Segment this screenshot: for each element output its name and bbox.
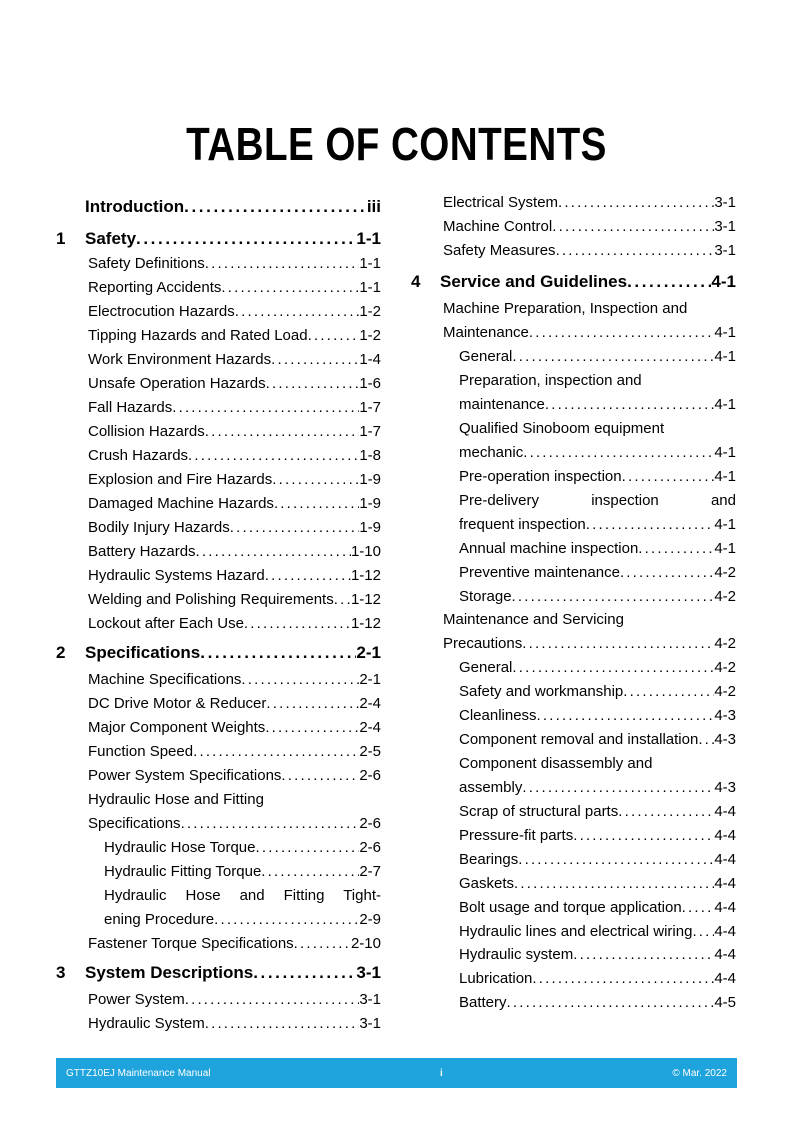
toc-dot-leader xyxy=(512,586,715,608)
footer-manual-title: GTTZ10EJ Maintenance Manual xyxy=(66,1067,211,1079)
toc-page-number: 4-3 xyxy=(714,707,736,724)
toc-entry-text: Hydraulic Hose and Fitting xyxy=(88,791,264,808)
toc-dot-leader xyxy=(235,301,360,323)
toc-entry-text: Power System Specifications xyxy=(88,767,282,784)
toc-page-number: 1-12 xyxy=(350,567,381,584)
toc-dot-leader xyxy=(518,849,714,871)
toc-dot-leader xyxy=(586,514,715,536)
toc-page-number: iii xyxy=(366,197,381,216)
footer-date: © Mar. 2022 xyxy=(672,1067,727,1079)
toc-entry-text: Unsafe Operation Hazards xyxy=(88,375,266,392)
toc-page-number: 2-4 xyxy=(359,695,381,712)
toc-page-number: 3-1 xyxy=(714,218,736,235)
toc-entry-text: Safety and workmanship xyxy=(459,683,624,700)
toc-entry-text: Hydraulic lines and electrical wiring xyxy=(459,923,693,940)
toc-entry[interactable] xyxy=(411,681,736,703)
toc-page-number: 1-4 xyxy=(359,351,381,368)
toc-entry[interactable] xyxy=(411,944,736,966)
toc-entry-text: Major Component Weights xyxy=(88,719,266,736)
toc-entry[interactable] xyxy=(56,693,381,715)
toc-page-number: 4-4 xyxy=(714,851,736,868)
toc-entry[interactable] xyxy=(411,992,736,1014)
toc-entry-text: Pre-delivery inspection and xyxy=(459,492,736,509)
toc-entry-text: Reporting Accidents xyxy=(88,279,222,296)
toc-entry[interactable] xyxy=(56,669,381,691)
toc-entry[interactable] xyxy=(411,418,736,440)
toc-dot-leader xyxy=(522,633,714,655)
toc-entry[interactable] xyxy=(411,298,736,320)
toc-page-number: 3-1 xyxy=(714,242,736,259)
toc-page-number: 1-1 xyxy=(359,255,381,272)
toc-entry-text: Collision Hazards xyxy=(88,423,205,440)
toc-dot-leader xyxy=(682,897,715,919)
toc-entry-text: Hydraulic Hose Torque xyxy=(104,839,256,856)
toc-dot-leader xyxy=(512,346,714,368)
toc-entry[interactable] xyxy=(56,933,381,955)
toc-entry[interactable] xyxy=(411,753,736,775)
toc-entry-text: mechanic xyxy=(459,444,524,461)
toc-entry[interactable] xyxy=(56,469,381,491)
toc-entry-text: DC Drive Motor & Reducer xyxy=(88,695,267,712)
toc-entry-text: maintenance xyxy=(459,396,545,413)
toc-page-number: 4-4 xyxy=(714,827,736,844)
toc-page-number: 4-1 xyxy=(714,348,736,365)
toc-dot-leader xyxy=(514,873,714,895)
toc-entry[interactable] xyxy=(411,705,736,727)
toc-entry-text: Preparation, inspection and xyxy=(459,372,642,389)
toc-page-number: 1-9 xyxy=(359,519,381,536)
toc-entry[interactable] xyxy=(411,442,736,464)
toc-entry[interactable] xyxy=(56,989,381,1011)
toc-entry[interactable] xyxy=(56,493,381,515)
toc-entry-text: Maintenance xyxy=(443,324,529,341)
toc-entry[interactable] xyxy=(411,322,736,344)
toc-dot-leader xyxy=(181,813,360,835)
toc-page-number: 3-1 xyxy=(714,194,736,211)
toc-entry[interactable] xyxy=(56,1013,381,1035)
toc-entry[interactable] xyxy=(411,633,736,655)
toc-page-number: 4-2 xyxy=(714,588,736,605)
toc-dot-leader xyxy=(573,944,714,966)
toc-entry[interactable] xyxy=(411,466,736,488)
toc-entry-text: Safety Measures xyxy=(443,242,556,259)
toc-entry-text: Bodily Injury Hazards xyxy=(88,519,230,536)
toc-entry[interactable] xyxy=(56,741,381,763)
toc-page-number: 2-4 xyxy=(359,719,381,736)
toc-page-number: 4-2 xyxy=(714,659,736,676)
toc-entry-text: Fastener Torque Specifications xyxy=(88,935,294,952)
toc-page-number: 4-1 xyxy=(714,444,736,461)
toc-entry[interactable] xyxy=(56,541,381,563)
toc-chapter-number: 1 xyxy=(56,229,66,248)
toc-page-number: 4-5 xyxy=(714,994,736,1011)
toc-dot-leader xyxy=(205,253,360,275)
toc-dot-leader xyxy=(638,538,714,560)
toc-entry-text: Pressure-fit parts xyxy=(459,827,574,844)
toc-dot-leader xyxy=(532,968,714,990)
toc-entry[interactable] xyxy=(56,253,381,275)
toc-entry-text: Component removal and installation xyxy=(459,731,699,748)
toc-entry-text: Hydraulic Systems Hazard xyxy=(88,567,265,584)
toc-entry[interactable] xyxy=(56,445,381,467)
toc-chapter-number: 3 xyxy=(56,963,66,982)
toc-page-number: 4-2 xyxy=(714,635,736,652)
toc-entry[interactable] xyxy=(56,613,381,635)
toc-chapter-entry[interactable] xyxy=(56,226,381,252)
toc-page-number: 4-3 xyxy=(714,731,736,748)
footer-page-number: i xyxy=(440,1067,443,1079)
toc-entry-text: Annual machine inspection xyxy=(459,540,639,557)
toc-entry-text: Power System xyxy=(88,991,185,1008)
toc-entry-text: Tipping Hazards and Rated Load xyxy=(88,327,308,344)
toc-entry[interactable] xyxy=(411,825,736,847)
toc-dot-leader xyxy=(529,322,714,344)
toc-page-number: 2-9 xyxy=(359,911,381,928)
toc-page-number: 2-1 xyxy=(356,643,381,662)
toc-page-number: 1-10 xyxy=(350,543,381,560)
toc-dot-leader xyxy=(272,469,359,491)
toc-entry-text: Hydraulic system xyxy=(459,946,574,963)
toc-page-number: 1-9 xyxy=(359,471,381,488)
toc-page-number: 1-1 xyxy=(359,279,381,296)
toc-dot-leader xyxy=(622,466,715,488)
toc-page-number: 1-2 xyxy=(359,327,381,344)
toc-dot-leader xyxy=(136,226,356,252)
toc-page-number: 1-12 xyxy=(350,591,381,608)
toc-entry[interactable] xyxy=(411,490,736,512)
toc-dot-leader xyxy=(537,705,715,727)
toc-dot-leader xyxy=(558,192,714,214)
toc-entry-text: Hydraulic Hose and Fitting Tight- xyxy=(104,887,381,904)
toc-entry[interactable] xyxy=(411,921,736,943)
toc-page-number: 1-1 xyxy=(356,229,381,248)
toc-entry-text: Work Environment Hazards xyxy=(88,351,272,368)
toc-page-number: 4-4 xyxy=(714,946,736,963)
toc-entry[interactable] xyxy=(411,562,736,584)
toc-dot-leader xyxy=(334,589,351,611)
toc-entry-text: Lockout after Each Use xyxy=(88,615,244,632)
toc-page-number: 4-1 xyxy=(714,516,736,533)
toc-entry-text: ening Procedure xyxy=(104,911,215,928)
toc-dot-leader xyxy=(230,517,360,539)
toc-dot-leader xyxy=(266,693,359,715)
toc-entry[interactable] xyxy=(56,349,381,371)
toc-entry-text: Storage xyxy=(459,588,512,605)
toc-page-number: 2-6 xyxy=(359,767,381,784)
toc-dot-leader xyxy=(244,613,351,635)
toc-page-number: 1-8 xyxy=(359,447,381,464)
toc-entry-text: General xyxy=(459,659,513,676)
toc-page-number: 4-2 xyxy=(714,683,736,700)
toc-dot-leader xyxy=(205,421,360,443)
toc-entry-text: System Descriptions xyxy=(85,963,254,982)
toc-entry-text: Crush Hazards xyxy=(88,447,189,464)
toc-entry-text: Scrap of structural parts xyxy=(459,803,619,820)
toc-entry[interactable] xyxy=(411,801,736,823)
toc-dot-leader xyxy=(265,565,351,587)
toc-entry-text: Specifications xyxy=(88,815,181,832)
toc-dot-leader xyxy=(265,717,359,739)
toc-dot-leader xyxy=(623,681,714,703)
toc-dot-leader xyxy=(512,657,714,679)
toc-entry[interactable] xyxy=(56,277,381,299)
toc-entry-text: Component disassembly and xyxy=(459,755,653,772)
toc-page-number: 4-4 xyxy=(714,899,736,916)
toc-page-number: 2-1 xyxy=(359,671,381,688)
toc-entry[interactable] xyxy=(411,777,736,799)
toc-dot-leader xyxy=(274,493,359,515)
toc-dot-leader xyxy=(185,989,360,1011)
toc-dot-leader xyxy=(552,216,714,238)
toc-entry[interactable] xyxy=(56,765,381,787)
toc-dot-leader xyxy=(698,729,714,751)
toc-dot-leader xyxy=(266,373,360,395)
toc-entry[interactable] xyxy=(56,885,381,907)
toc-chapter-entry[interactable] xyxy=(56,194,381,220)
toc-entry[interactable] xyxy=(56,397,381,419)
toc-entry-text: Damaged Machine Hazards xyxy=(88,495,274,512)
toc-page-number: 1-7 xyxy=(359,423,381,440)
toc-entry[interactable] xyxy=(56,717,381,739)
toc-dot-leader xyxy=(627,269,711,295)
toc-chapter-number: 2 xyxy=(56,643,66,662)
toc-dot-leader xyxy=(271,349,359,371)
toc-entry-text: Bolt usage and torque application xyxy=(459,899,682,916)
toc-page-number: 2-6 xyxy=(359,815,381,832)
toc-dot-leader xyxy=(241,669,359,691)
toc-dot-leader xyxy=(255,837,359,859)
toc-dot-leader xyxy=(205,1013,360,1035)
toc-page-number: 4-1 xyxy=(714,396,736,413)
toc-page-number: 4-1 xyxy=(714,324,736,341)
toc-page-number: 4-1 xyxy=(714,468,736,485)
toc-entry-text: assembly xyxy=(459,779,523,796)
toc-entry[interactable] xyxy=(411,729,736,751)
toc-entry-text: Safety Definitions xyxy=(88,255,205,272)
toc-page-number: 3-1 xyxy=(356,963,381,982)
toc-entry-text: Bearings xyxy=(459,851,519,868)
page-title: TABLE OF CONTENTS xyxy=(186,118,607,170)
toc-entry-text: Explosion and Fire Hazards xyxy=(88,471,273,488)
toc-page-number: 1-7 xyxy=(359,399,381,416)
toc-entry[interactable] xyxy=(411,346,736,368)
toc-entry[interactable] xyxy=(56,909,381,931)
toc-entry-text: Qualified Sinoboom equipment xyxy=(459,420,665,437)
toc-entry-text: Preventive maintenance xyxy=(459,564,620,581)
toc-dot-leader xyxy=(281,765,359,787)
toc-dot-leader xyxy=(261,861,359,883)
toc-entry[interactable] xyxy=(56,565,381,587)
toc-chapter-entry[interactable] xyxy=(56,640,381,666)
toc-dot-leader xyxy=(522,777,714,799)
toc-entry[interactable] xyxy=(56,837,381,859)
toc-dot-leader xyxy=(507,992,715,1014)
toc-entry-text: Machine Control xyxy=(443,218,553,235)
toc-page-number: 1-6 xyxy=(359,375,381,392)
toc-entry-text: Welding and Polishing Requirements xyxy=(88,591,334,608)
toc-dot-leader xyxy=(172,397,359,419)
toc-entry[interactable] xyxy=(411,192,736,214)
toc-entry[interactable] xyxy=(56,813,381,835)
toc-page-number: 1-2 xyxy=(359,303,381,320)
toc-entry[interactable] xyxy=(411,216,736,238)
toc-entry-text: frequent inspection xyxy=(459,516,586,533)
toc-page-number: 4-1 xyxy=(711,272,736,291)
toc-dot-leader xyxy=(692,921,714,943)
toc-entry-text: Gaskets xyxy=(459,875,515,892)
toc-entry[interactable] xyxy=(411,873,736,895)
toc-entry[interactable] xyxy=(56,517,381,539)
toc-entry-text: Pre-operation inspection xyxy=(459,468,622,485)
toc-dot-leader xyxy=(253,960,356,986)
toc-entry[interactable] xyxy=(56,861,381,883)
toc-entry[interactable] xyxy=(56,421,381,443)
toc-page-number: 2-5 xyxy=(359,743,381,760)
toc-entry[interactable] xyxy=(411,609,736,631)
toc-entry[interactable] xyxy=(411,897,736,919)
toc-entry-text: Cleanliness xyxy=(459,707,537,724)
toc-dot-leader xyxy=(294,933,351,955)
toc-entry-text: Service and Guidelines xyxy=(440,272,628,291)
toc-dot-leader xyxy=(188,445,359,467)
toc-entry[interactable] xyxy=(56,789,381,811)
toc-entry-text: Function Speed xyxy=(88,743,194,760)
toc-entry[interactable] xyxy=(411,514,736,536)
toc-entry-text: Specifications xyxy=(85,643,201,662)
toc-page-number: 4-1 xyxy=(714,540,736,557)
toc-dot-leader xyxy=(556,240,715,262)
toc-entry-text: Lubrication xyxy=(459,970,533,987)
toc-page-number: 2-7 xyxy=(359,863,381,880)
toc-entry-text: Hydraulic System xyxy=(88,1015,205,1032)
toc-dot-leader xyxy=(184,194,367,220)
page-footer xyxy=(56,1058,737,1088)
toc-dot-leader xyxy=(196,541,351,563)
toc-dot-leader xyxy=(200,640,356,666)
toc-entry-text: Maintenance and Servicing xyxy=(443,611,624,628)
toc-entry-text: General xyxy=(459,348,513,365)
toc-chapter-entry[interactable] xyxy=(411,269,736,295)
toc-entry-text: Introduction xyxy=(85,197,185,216)
toc-entry[interactable] xyxy=(56,373,381,395)
toc-entry[interactable] xyxy=(411,657,736,679)
toc-entry[interactable] xyxy=(411,394,736,416)
toc-dot-leader xyxy=(193,741,359,763)
toc-entry-text: Electrocution Hazards xyxy=(88,303,235,320)
toc-page-number: 4-4 xyxy=(714,970,736,987)
toc-page-number: 4-4 xyxy=(714,923,736,940)
toc-page-number: 1-12 xyxy=(350,615,381,632)
toc-entry[interactable] xyxy=(56,301,381,323)
toc-dot-leader xyxy=(620,562,714,584)
toc-entry-text: Safety xyxy=(85,229,137,248)
toc-entry[interactable] xyxy=(411,586,736,608)
toc-entry-text: Electrical System xyxy=(443,194,559,211)
toc-page-number: 4-2 xyxy=(714,564,736,581)
toc-entry-text: Hydraulic Fitting Torque xyxy=(104,863,262,880)
toc-page-number: 3-1 xyxy=(359,991,381,1008)
toc-entry-text: Machine Preparation, Inspection and xyxy=(443,300,688,317)
toc-dot-leader xyxy=(545,394,714,416)
toc-entry-text: Battery Hazards xyxy=(88,543,196,560)
toc-page-number: 3-1 xyxy=(359,1015,381,1032)
toc-dot-leader xyxy=(573,825,714,847)
toc-entry[interactable] xyxy=(411,370,736,392)
toc-page-number: 4-4 xyxy=(714,803,736,820)
toc-entry[interactable] xyxy=(56,325,381,347)
toc-entry[interactable] xyxy=(411,538,736,560)
toc-page-number: 2-10 xyxy=(350,935,381,952)
toc-entry[interactable] xyxy=(411,240,736,262)
toc-entry-text: Fall Hazards xyxy=(88,399,173,416)
toc-entry[interactable] xyxy=(56,589,381,611)
toc-entry-text: Precautions xyxy=(443,635,523,652)
toc-entry[interactable] xyxy=(411,968,736,990)
toc-chapter-entry[interactable] xyxy=(56,960,381,986)
toc-dot-leader xyxy=(523,442,714,464)
toc-dot-leader xyxy=(221,277,359,299)
toc-page-number: 4-3 xyxy=(714,779,736,796)
toc-chapter-number: 4 xyxy=(411,272,421,291)
toc-entry-text: Battery xyxy=(459,994,507,1011)
toc-dot-leader xyxy=(618,801,714,823)
toc-dot-leader xyxy=(214,909,359,931)
toc-page-number: 1-9 xyxy=(359,495,381,512)
toc-page-number: 2-6 xyxy=(359,839,381,856)
toc-entry-text: Machine Specifications xyxy=(88,671,242,688)
toc-entry[interactable] xyxy=(411,849,736,871)
toc-page-number: 4-4 xyxy=(714,875,736,892)
toc-dot-leader xyxy=(308,325,360,347)
